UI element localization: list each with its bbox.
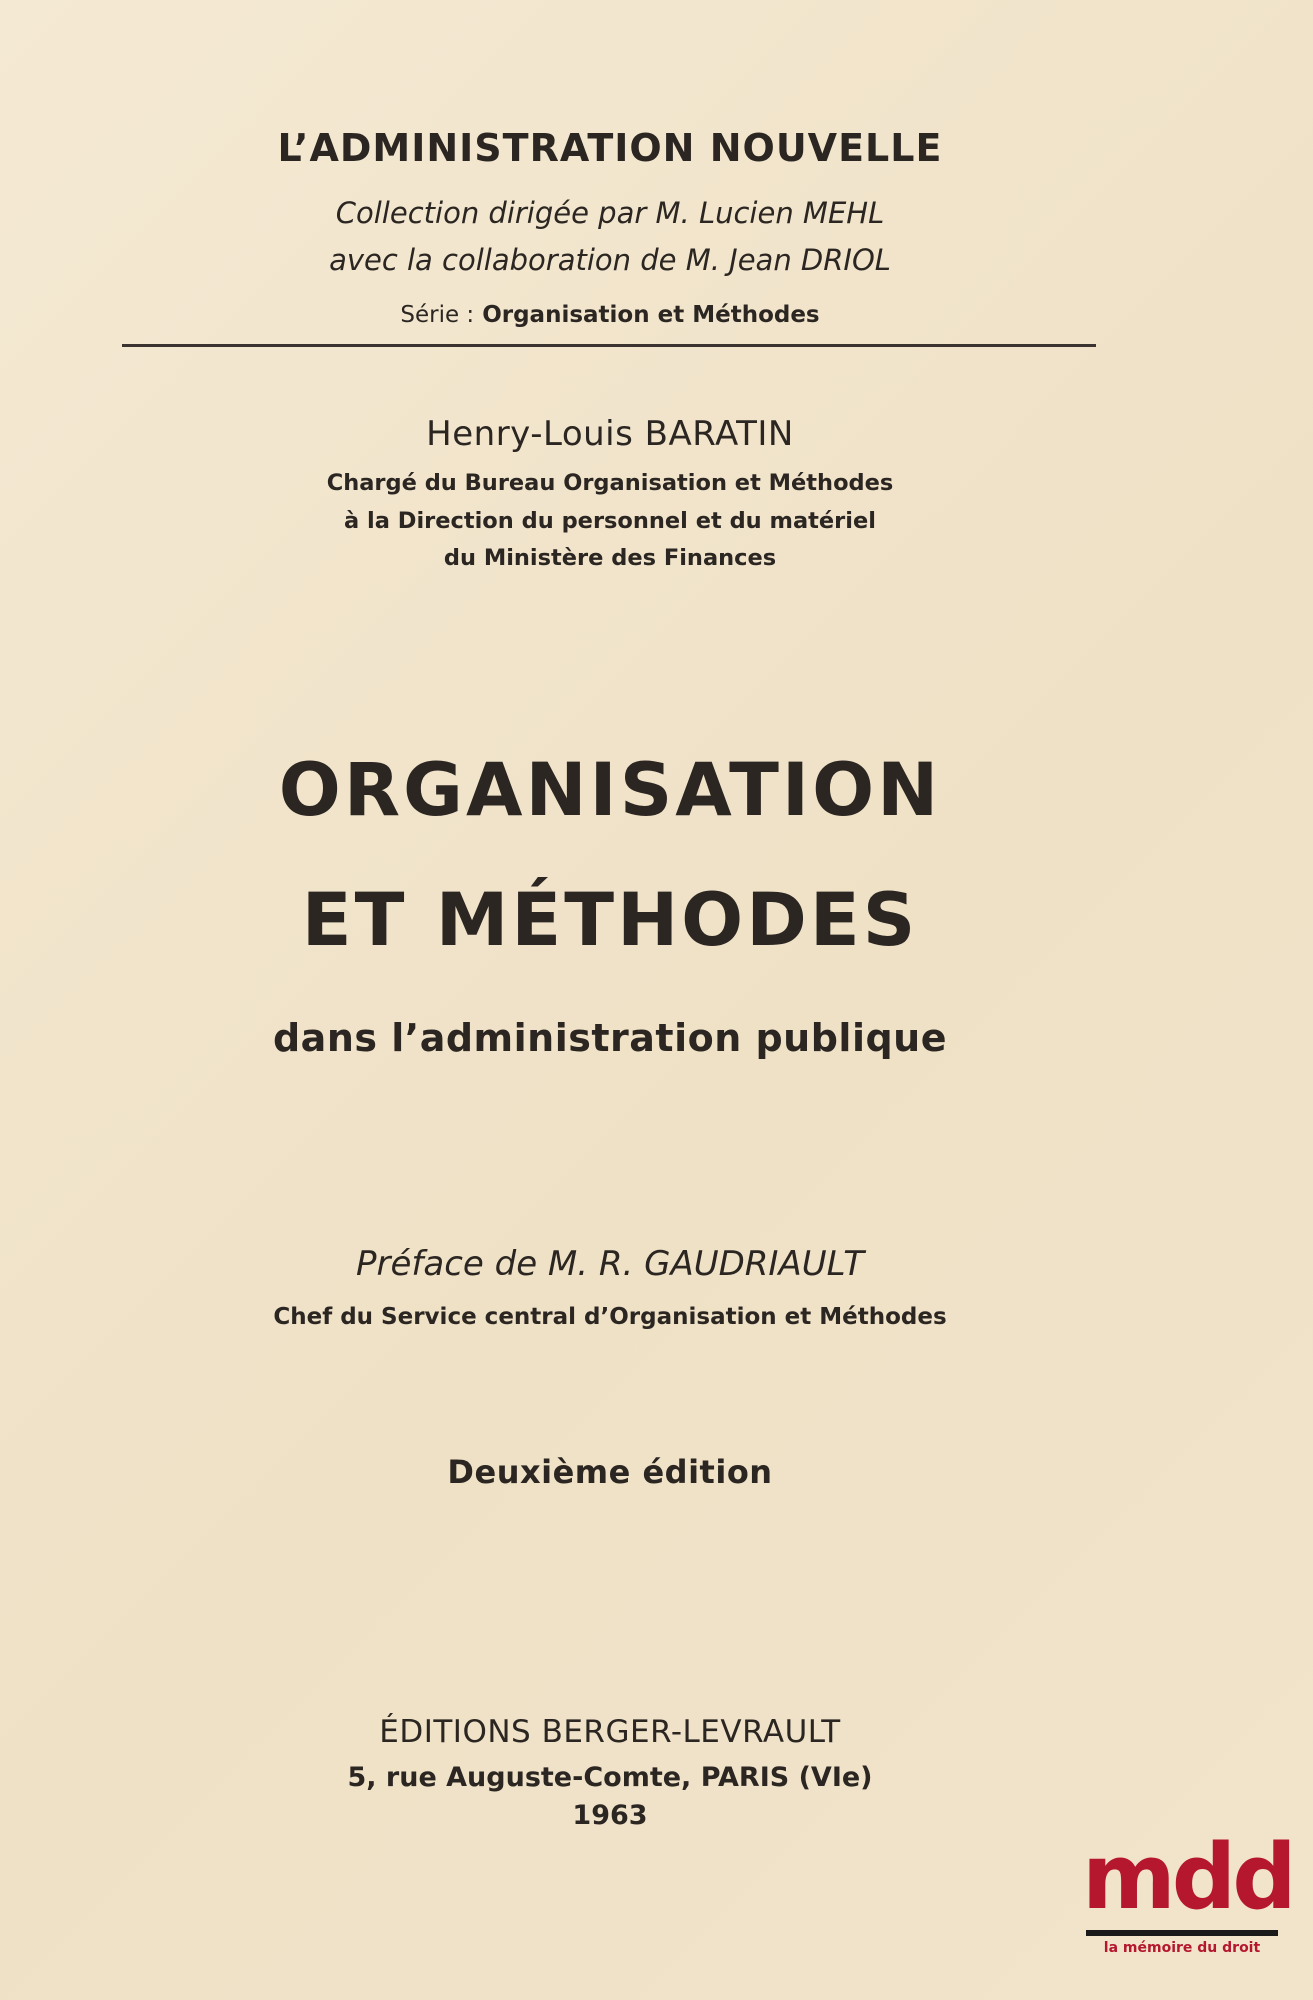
preface-author-role: Chef du Service central d’Organisation et Méthodes	[273, 1304, 947, 1330]
collection-collaborator: avec la collaboration de M. Jean DRIOL	[329, 243, 891, 277]
book-title-line-2: ET MÉTHODES	[301, 878, 919, 963]
logo-tagline: la mémoire du droit	[1103, 1940, 1261, 1956]
collection-title: L’ADMINISTRATION NOUVELLE	[277, 126, 943, 170]
publication-year: 1963	[572, 1800, 648, 1831]
publisher-name: ÉDITIONS BERGER-LEVRAULT	[379, 1714, 841, 1750]
preface-line: Préface de M. R. GAUDRIAULT	[356, 1244, 864, 1284]
series-value: Organisation et Méthodes	[482, 302, 820, 328]
author-affiliation-3: du Ministère des Finances	[443, 545, 777, 571]
logo-wordmark: mdd	[1082, 1825, 1293, 1930]
publisher-address: 5, rue Auguste-Comte, PARIS (VIe)	[347, 1762, 873, 1793]
series-line	[0, 302, 1220, 328]
edition-label: Deuxième édition	[447, 1453, 773, 1491]
mdd-logo	[1082, 1825, 1293, 1956]
author-name: Henry-Louis BARATIN	[426, 414, 794, 454]
header-divider	[122, 344, 1096, 347]
logo-underline	[1086, 1930, 1278, 1936]
book-subtitle: dans l’administration publique	[272, 1016, 948, 1060]
series-label: Série :	[400, 302, 475, 328]
author-affiliation-1: Chargé du Bureau Organisation et Méthodes	[326, 470, 894, 496]
book-title-line-1: ORGANISATION	[278, 748, 942, 833]
author-affiliation-2: à la Direction du personnel et du matériel	[344, 508, 876, 534]
collection-director: Collection dirigée par M. Lucien MEHL	[335, 196, 885, 230]
